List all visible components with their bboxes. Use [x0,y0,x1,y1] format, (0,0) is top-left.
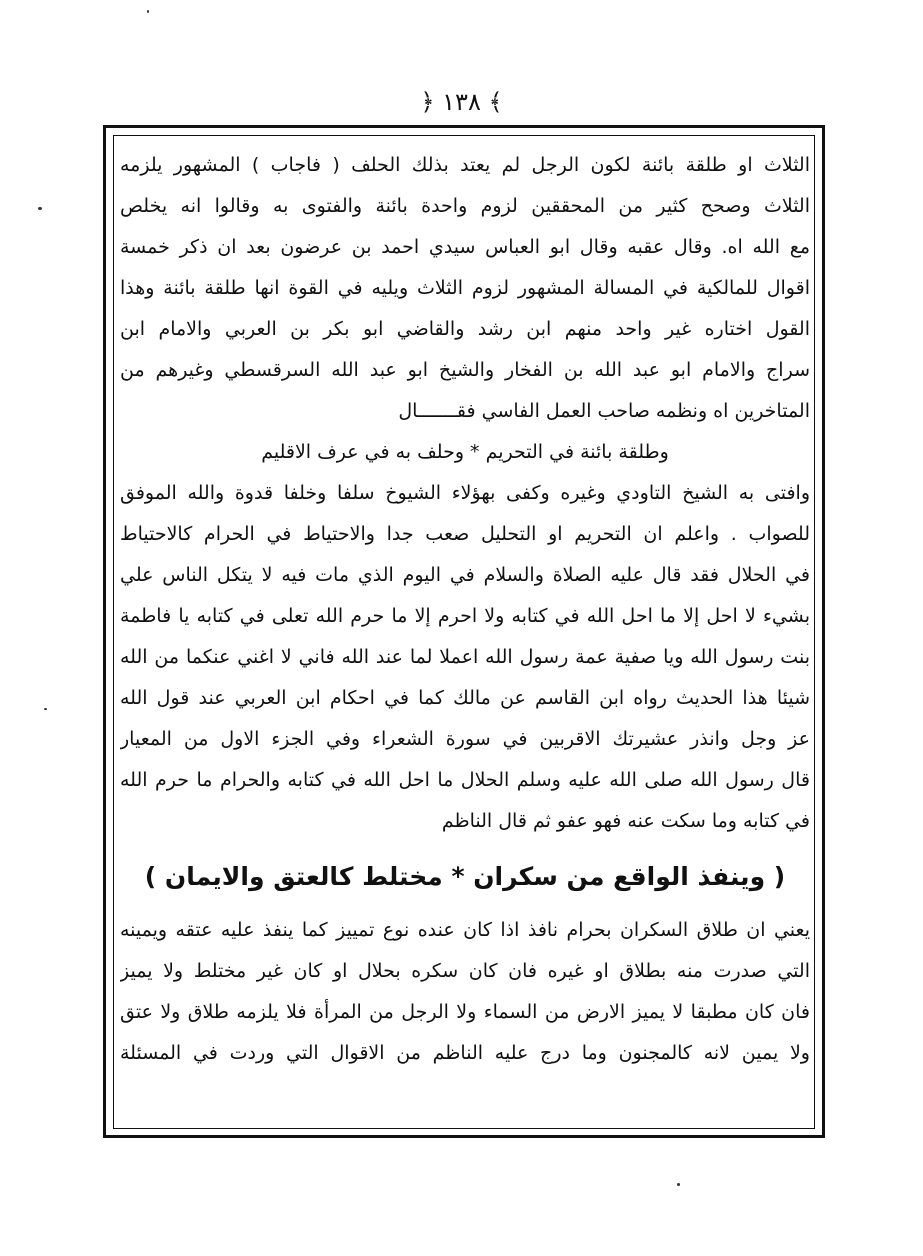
text-line: التي صدرت منه بطلاق او غيره فان كان سكره بحلال او كان غير مختلط ولا يميز [120,960,810,982]
text-line: قال رسول الله صلى الله عليه وسلم الحلال ما احل الله في كتابه والحرام ما حرم الله [120,769,810,791]
text-line: الثلاث او طلقة بائنة لكون الرجل لم يعتد بذلك الحلف ( فاجاب ) المشهور يلزمه [120,154,810,176]
poem-verse: وطلقة بائنة في التحريم * وحلف به في عرف الاقليم [261,441,669,463]
scan-speck [677,1183,680,1186]
text-line: اقوال للمالكية في المسالة المشهور لزوم الثلاث ويليه في القوة انها طلقة بائنة وهذا [120,277,810,299]
body-text [120,145,810,1074]
text-line: القول اختاره غير واحد منهم ابن رشد والقاضي ابو بكر بن العربي والامام ابن [120,318,810,340]
text-line: شيئا هذا الحديث رواه ابن القاسم عن مالك كما في احكام ابن العربي عند قول الله [120,687,810,709]
text-line: الثلاث وصحح كثير من المحققين لزوم واحدة بائنة والفتوى به وقالوا انه يخلص [120,195,810,217]
text-line: عز وجل وانذر عشيرتك الاقربين في سورة الشعراء وفي الجزء الاول من المعيار [120,728,810,750]
verse-heading: ( وينفذ الواقع من سكران * مختلط كالعتق والايمان ) [144,862,786,891]
text-line: في الحلال فقد قال عليه الصلاة والسلام في اليوم الذي مات فيه لا يتكل الناس علي [120,564,810,586]
text-line: فان كان مطبقا لا يميز الارض من السماء ولا الرجل من المرأة فلا يلزمه طلاق ولا عتق [120,1001,810,1023]
page-number: ﴾ ١٣٨ ﴿ [420,88,503,116]
text-line: في كتابه وما سكت عنه فهو عفو ثم قال الناظم [441,810,810,832]
text-line: للصواب . واعلم ان التحريم او التحليل صعب جدا والاحتياط في الحرام كالاحتياط [120,523,810,545]
text-line: ولا يمين لانه كالمجنون وما درج عليه الناظم من الاقوال التي وردت في المسئلة [120,1042,810,1064]
text-line: يعني ان طلاق السكران بحرام نافذ اذا كان عنده نوع تمييز كما ينفذ عليه عتقه ويمينه [120,919,810,941]
text-line: المتاخرين اه ونظمه صاحب العمل الفاسي فقـــــــال [398,400,810,422]
text-line: وافتى به الشيخ التاودي وغيره وكفى بهؤلاء الشيوخ سلفا وخلفا قدوة والله الموفق [120,482,810,504]
text-line: مع الله اه. وقال عقبه وقال ابو العباس سيدي احمد بن عرضون بعد ان ذكر خمسة [120,236,810,258]
scan-speck [147,10,149,13]
text-line: بشيء لا احل إلا ما احل الله في كتابه ولا احرم إلا ما حرم الله تعلى في كتابه يا فاطمة [120,605,810,627]
text-line: بنت رسول الله ويا صفية عمة رسول الله اعملا لما عند الله فاني لا اغني عنكما من الله [120,646,810,668]
scan-speck [38,207,42,210]
scan-speck [44,708,47,710]
text-line: سراج والامام ابو عبد الله بن الفخار والشيخ ابو عبد الله السرقسطي وغيرهم من [120,359,810,381]
